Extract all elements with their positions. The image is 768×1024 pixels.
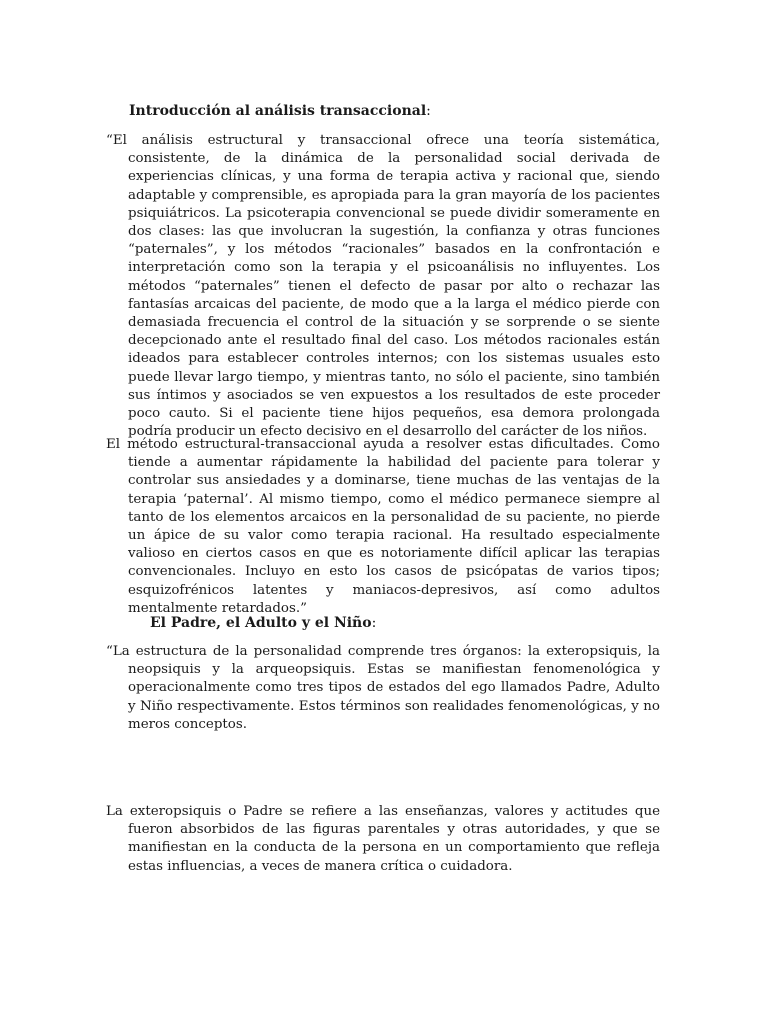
paragraph-structural-method: El método estructural-transaccional ayuda a resolver estas dificultades. Como tiende a aumentar rápidamente la habilidad del paciente para tolerar y controlar sus ansiedades y a dominarse, tiene muchas de las ventajas de la terapia ‘paternal’. Al mismo tiempo, como el médico permanece siempre al tanto de los elementos arcaicos en la personalidad de su paciente, no pierde un ápice de su valor como terapia racional. Ha resultado especialmente valioso en ciertos casos en que es notoriamente difícil aplicar las terapias convencionales. Incluyo en esto los casos de psicópatas de varios tipos; esquizofrénicos latentes y maniacos-depresivos, así como adultos mentalmente retardados.” xyxy=(106,437,660,616)
section-heading-pac-colon: : xyxy=(371,615,377,631)
section-heading-parent-adult-child xyxy=(150,614,376,632)
paragraph-intro-quote: “El análisis estructural y transaccional ofrece una teoría sistemática, consistente, de la dinámica de la personalidad social derivada de experiencias clínicas, y una forma de terapia activa y racional que, siendo adaptable y comprensible, es apropiada para la gran mayoría de los pacientes psiquiátricos. La psicoterapia convencional se puede dividir someramente en dos clases: las que involucran la sugestión, la confianza y otras funciones “paternales”, y los métodos “racionales” basados en la confrontación e interpretación como son la terapia y el psicoanálisis no influyentes. Los métodos “paternales” tienen el defecto de pasar por alto o rechazar las fantasías arcaicas del paciente, de modo que a la larga el médico pierde con demasiada frecuencia el control de la situación y se sorprende o se siente decepcionado ante el resultado final del caso. Los métodos racionales están ideados para establecer controles internos; con los sistemas usuales esto puede llevar largo tiempo, y mientras tanto, no sólo el paciente, sino también sus íntimos y asociados se ven expuestos a los resultados de este proceder poco cauto. Si el paciente tiene hijos pequeños, esa demora prolongada podría producir un efecto decisivo en el desarrollo del carácter de los niños. xyxy=(106,133,660,440)
section-heading-intro-text: Introducción al análisis transaccional xyxy=(129,103,427,119)
section-heading-intro-colon: : xyxy=(426,103,431,119)
paragraph-personality-structure: “La estructura de la personalidad comprende tres órganos: la exteropsiquis, la neopsiquis y la arqueopsiquis. Estas se manifiestan fenomenológica y operacionalmente como tres tipos de estados del ego llamados Padre, Adulto y Niño respectivamente. Estos términos son realidades fenomenológicas, y no meros conceptos. xyxy=(106,644,660,732)
paragraph-exteropsiquis: La exteropsiquis o Padre se refiere a las enseñanzas, valores y actitudes que fueron absorbidos de las figuras parentales y otras autoridades, y que se manifiestan en la conducta de la persona en un comportamiento que refleja estas influencias, a veces de manera crítica o cuidadora. xyxy=(106,804,660,874)
section-heading-intro xyxy=(129,102,431,120)
section-heading-pac-text: El Padre, el Adulto y el Niño xyxy=(150,615,372,631)
